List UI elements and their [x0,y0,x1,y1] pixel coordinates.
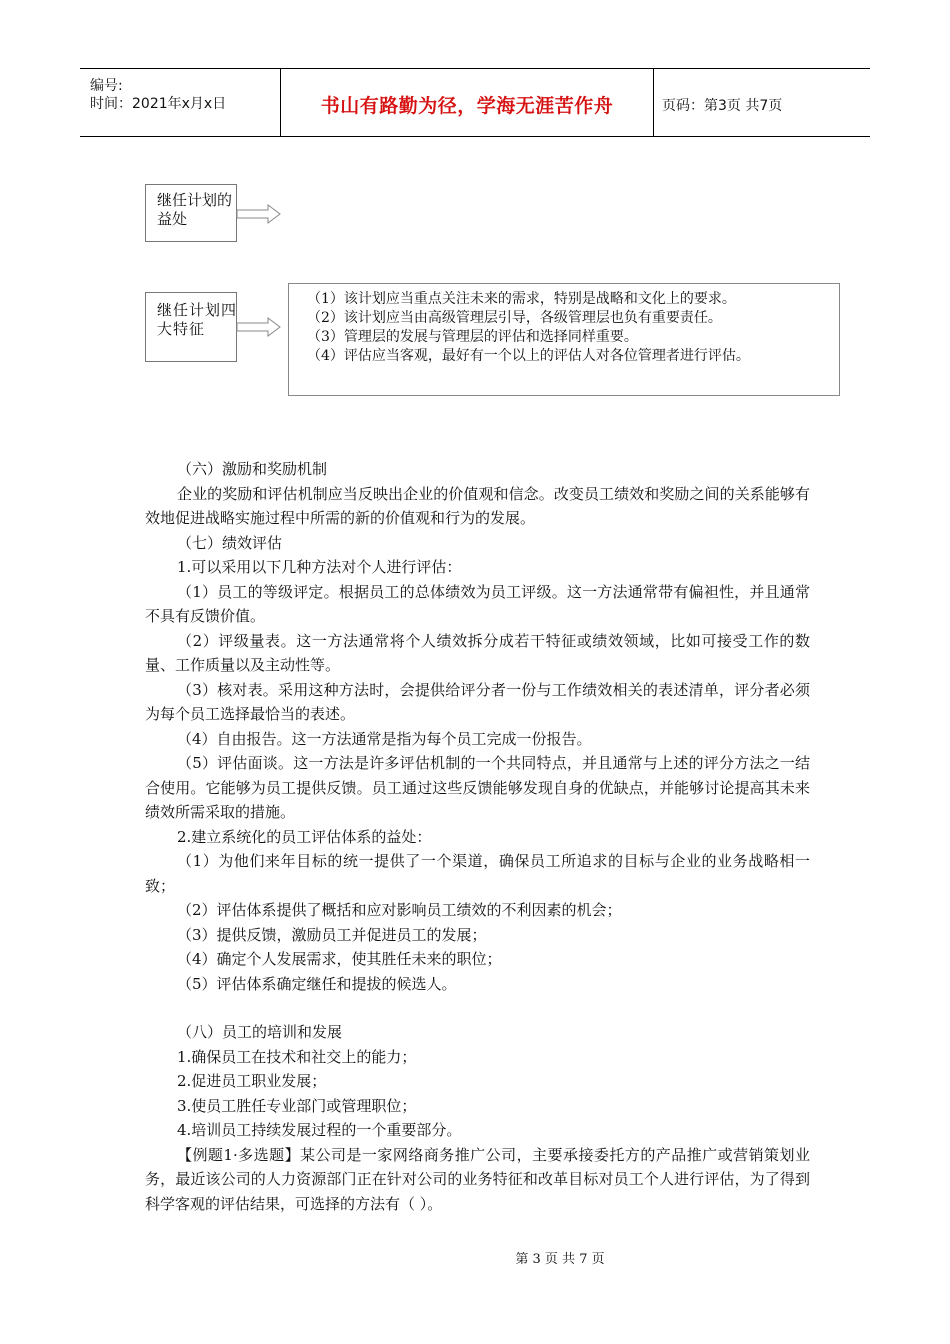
header-motto-cell [281,69,654,136]
footer-page-number: 第 3 页 共 7 页 [515,1252,605,1267]
succession-features-label: 继任计划四大特征 [157,301,238,338]
feature-item: （3）管理层的发展与管理层的评估和选择同样重要。 [307,329,638,345]
paragraph: 2.建立系统化的员工评估体系的益处： [177,827,432,846]
paragraph: （2）评级量表。这一方法通常将个人绩效拆分成若干特征或绩效领域，比如可接受工作的数量、工作质量以及主动性等。 [145,631,810,674]
paragraph: 4.培训员工持续发展过程的一个重要部分。 [177,1121,462,1139]
paragraph: （1）为他们来年目标的统一提供了一个渠道，确保员工所追求的目标与企业的业务战略相一致； [145,852,810,895]
section-heading: （七）绩效评估 [177,533,283,552]
motto: 书山有路勤为径，学海无涯苦作舟 [320,95,614,117]
paragraph: （3）核对表。采用这种方法时，会提供给评分者一份与工作绩效相关的表述清单，评分者必须为每个员工选择最恰当的表述。 [145,680,810,723]
paragraph: （4）自由报告。这一方法通常是指为每个员工完成一份报告。 [177,729,592,748]
paragraph: （3）提供反馈，激励员工并促进员工的发展； [177,925,487,944]
paragraph: （5）评估面谈。这一方法是许多评估机制的一个共同特点，并且通常与上述的评分方法之一结合使用。它能够为员工提供反馈。员工通过这些反馈能够发现自身的优缺点，并能够讨论提高其未来绩效所需采取的措施。 [145,754,810,821]
paragraph: 1.可以采用以下几种方法对个人进行评估： [177,558,462,576]
paragraph: （2）评估体系提供了概括和应对影响员工绩效的不利因素的机会； [177,901,622,919]
page-number-label: 页码：第3页 共7页 [662,98,783,114]
succession-benefits-box [145,184,237,242]
paragraph: （4）确定个人发展需求，使其胜任未来的职位； [177,950,502,968]
example-question: 【例题1·多选题】某公司是一家网络商务推广公司，主要承接委托方的产品推广或营销策划业务，最近该公司的人力资源部门正在针对公司的业务特征和改革目标对员工个人进行评估，为了得到科学客观的评估结果，可选择的方法有（ ）。 [145,1145,810,1213]
paragraph: （5）评估体系确定继任和提拔的候选人。 [177,974,457,993]
paragraph: 企业的奖励和评估机制应当反映出企业的价值观和信念。改变员工绩效和奖励之间的关系能够有效地促进战略实施过程中所需的新的价值观和行为的发展。 [145,484,810,527]
paragraph: （1）员工的等级评定。根据员工的总体绩效为员工评级。这一方法通常带有偏袒性，并且通常不具有反馈价值。 [145,582,810,625]
header-page-cell [654,69,870,136]
number-label: 编号: [90,78,123,94]
paragraph: 2.促进员工职业发展； [177,1072,327,1090]
succession-benefits-label: 继任计划的益处 [157,191,233,228]
feature-item: （1）该计划应当重点关注未来的需求，特别是战略和文化上的要求。 [307,291,736,307]
section-heading: （六）激励和奖励机制 [177,460,328,478]
header-info-cell [80,69,281,136]
section-heading: （八）员工的培训和发展 [177,1023,343,1041]
paragraph: 1.确保员工在技术和社交上的能力； [177,1047,417,1066]
feature-item: （4）评估应当客观，最好有一个以上的评估人对各位管理者进行评估。 [307,348,750,364]
features-list-box [288,283,840,396]
succession-features-box [145,292,237,362]
page-footer [0,1248,950,1267]
arrow-right-icon [236,316,282,338]
date-label: 时间：2021年x月x日 [90,96,227,112]
feature-item: （2）该计划应当由高级管理层引导，各级管理层也负有重要责任。 [307,310,722,326]
arrow-right-icon [236,203,282,225]
paragraph: 3.使员工胜任专业部门或管理职位； [177,1096,417,1115]
body-text [145,457,810,1216]
page-header [80,68,870,137]
